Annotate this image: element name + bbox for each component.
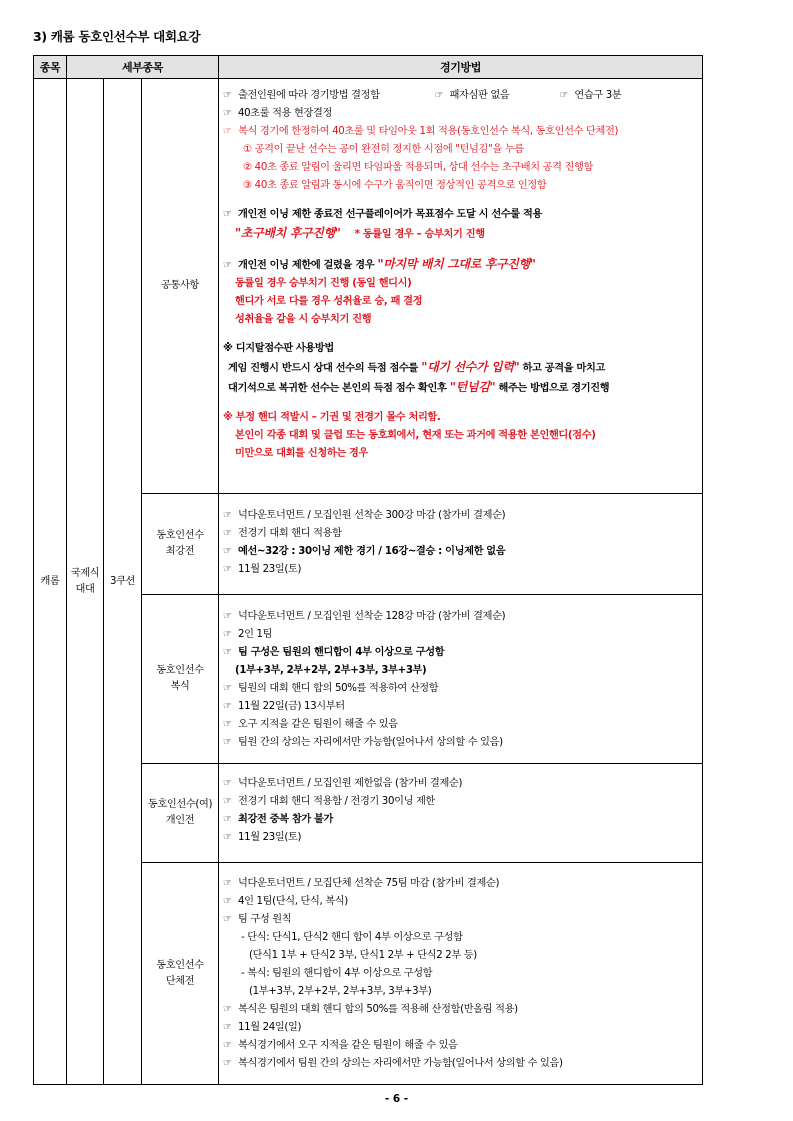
group-name-championship: 동호인선수 최강전 [142,494,219,595]
header-event: 종목 [34,56,67,79]
list-item: - 단식: 단식1, 단식2 핸디 합이 4부 이상으로 구성함 [241,932,463,943]
pointer-icon: ☞ [223,510,232,521]
pointer-icon: ☞ [223,878,232,889]
list-item: ☞ 팀원의 대회 핸디 합의 50%를 적용하여 산정함 [223,680,702,698]
pointer-icon: ☞ [223,737,232,748]
pointer-icon: ☞ [223,814,232,825]
pointer-icon: ☞ [223,126,232,137]
pointer-icon: ☞ [223,832,232,843]
table-row [34,79,703,494]
list-item: ☞ 넉다운토너먼트 / 모집단체 선착순 75팀 마감 (참가비 결제순) [223,875,702,893]
sub1-cell: 국제식 대대 [67,79,104,1085]
list-item: 동률일 경우 승부치기 진행 (동일 핸디시) [235,278,412,289]
list-item: ☞ 넉다운토너먼트 / 모집인원 선착순 128강 마감 (참가비 결제순) [223,608,702,626]
page-number: - 6 - [384,1093,409,1105]
pointer-icon: ☞ [223,1022,232,1033]
group-lines-common [219,79,703,494]
list-item: ☞ 넉다운토너먼트 / 모집인원 선착순 300강 마감 (참가비 결제순) [223,507,702,525]
list-item: ☞ 개인전 이닝 제한에 걸렸을 경우 "마지막 배치 그대로 후구진행" [223,255,702,275]
list-item: ☞ 팀원 간의 상의는 자리에서만 가능함(일어나서 상의할 수 있음) [223,734,702,752]
competition-rules-table [33,55,703,1085]
group-lines-doubles [219,595,703,764]
list-item: ☞ 복식경기에서 팀원 간의 상의는 자리에서만 가능함(일어나서 상의할 수 있음) [223,1055,702,1073]
list-item: ☞ 팀 구성 원칙 [223,911,702,929]
pointer-icon: ☞ [223,108,232,119]
pointer-icon: ☞ [434,90,444,101]
pointer-icon: ☞ [223,719,232,730]
list-item: ☞ 개인전 이닝 제한 종료전 선구플레이어가 목표점수 도달 시 선수룰 적용 [223,206,702,224]
list-item: ☞ 최강전 중복 참가 불가 [223,811,702,829]
group-lines-women-individual [219,764,703,863]
list-item: ① 공격이 끝난 선수는 공이 완전히 정지한 시점에 "턴넘김"을 누름 [243,144,524,155]
header-method: 경기방법 [219,56,703,79]
list-item: ☞ 예선~32강 : 30이닝 제한 경기 / 16강~결승 : 이닝제한 없음 [223,543,702,561]
list-item: - 복식: 팀원의 핸디합이 4부 이상으로 구성함 [241,968,433,979]
pointer-icon: ☞ [223,1040,232,1051]
group-name-doubles: 동호인선수 복식 [142,595,219,764]
list-item: ☞ 전경기 대회 핸디 적용함 / 전경기 30이닝 제한 [223,793,702,811]
pointer-icon: ☞ [223,701,232,712]
list-item: ☞ 복식경기에서 오구 지적을 같은 팀원이 해줄 수 있음 [223,1037,702,1055]
list-item: ② 40초 종료 알림이 울리면 타임파울 적용되며, 상대 선수는 초구배치 공격 진행함 [243,162,593,173]
list-item: (1부+3부, 2부+2부, 2부+3부, 3부+3부) [249,986,432,997]
pointer-icon: ☞ [223,564,232,575]
list-item: "초구배치 후구진행" * 동률일 경우 – 승부치기 진행 [235,226,485,240]
pointer-icon: ☞ [223,1004,232,1015]
list-item: (단식1 1부 + 단식2 3부, 단식1 2부 + 단식2 2부 등) [249,950,477,961]
header-sub-event: 세부종목 [67,56,219,79]
pointer-icon: ☞ [223,629,232,640]
list-item: 게임 진행시 반드시 상대 선수의 득점 점수를 "대기 선수가 입력" 하고 공격을 마치고 [228,360,605,374]
group-lines-championship [219,494,703,595]
list-item: (1부+3부, 2부+2부, 2부+3부, 3부+3부) [235,665,427,676]
pointer-icon: ☞ [223,683,232,694]
list-item: ☞ 11월 23일(토) [223,561,702,579]
list-item: ☞ 복식은 팀원의 대회 핸디 합의 50%를 적용해 산정함(반올림 적용) [223,1001,702,1019]
pointer-icon: ☞ [223,647,232,658]
pointer-icon: ☞ [223,260,232,271]
pointer-icon: ☞ [223,90,232,101]
pointer-icon: ☞ [223,914,232,925]
event-cell: 캐롬 [34,79,67,1085]
section-title: 3) 캐롬 동호인선수부 대회요강 [33,29,201,44]
pointer-icon: ☞ [223,896,232,907]
sub2-cell: 3쿠션 [104,79,142,1085]
list-item: ☞ 11월 22일(금) 13시부터 [223,698,702,716]
list-item: ☞ 11월 24일(일) [223,1019,702,1037]
pointer-icon: ☞ [223,1058,232,1069]
list-item: 미만으로 대회를 신청하는 경우 [235,448,368,459]
pointer-icon: ☞ [223,546,232,557]
list-item: ※ 디지탈점수판 사용방법 [223,343,334,354]
list-item: ☞ 2인 1팀 [223,626,702,644]
list-item: ☞ 전경기 대회 핸디 적용함 [223,525,702,543]
list-item: 핸디가 서로 다를 경우 성취율로 승, 패 결정 [235,296,423,307]
group-name-women-individual: 동호인선수(여) 개인전 [142,764,219,863]
list-item: ☞ 40초룰 적용 현장결정 [223,105,702,123]
pointer-icon: ☞ [223,528,232,539]
pointer-icon: ☞ [223,611,232,622]
list-item: ☞ 11월 23일(토) [223,829,702,847]
list-item: ☞ 넉다운토너먼트 / 모집인원 제한없음 (참가비 결제순) [223,775,702,793]
pointer-icon: ☞ [223,778,232,789]
list-item: ☞ 복식 경기에 한정하여 40초룰 및 타임아웃 1회 적용(동호인선수 복식, 동호인선수 단체전) [223,123,702,141]
list-item: 성취율을 같을 시 승부치기 진행 [235,314,372,325]
table-header-row [34,56,703,79]
list-item: ☞ 팀 구성은 팀원의 핸디합이 4부 이상으로 구성함 [223,644,702,662]
list-item: ☞ 오구 지적을 같은 팀원이 해줄 수 있음 [223,716,702,734]
list-item: ※ 부정 핸디 적발시 – 기권 및 전경기 몰수 처리함. [223,412,441,423]
list-item: ☞ 출전인원에 따라 경기방법 결정함 ☞ 패자심판 없음 ☞ 연습구 3분 [223,87,702,105]
list-item: 대기석으로 복귀한 선수는 본인의 득점 점수 확인후 "턴넘김" 해주는 방법으로 경기진행 [228,380,610,394]
pointer-icon: ☞ [223,209,232,220]
group-lines-team [219,863,703,1085]
list-item: ③ 40초 종료 알림과 동시에 수구가 움직이면 정상적인 공격으로 인정함 [243,180,547,191]
group-name-common: 공통사항 [142,79,219,494]
pointer-icon: ☞ [559,90,569,101]
list-item: 본인이 각종 대회 및 클럽 또는 동호회에서, 현재 또는 과거에 적용한 본인핸디(점수) [235,430,596,441]
group-name-team: 동호인선수 단체전 [142,863,219,1085]
pointer-icon: ☞ [223,796,232,807]
list-item: ☞ 4인 1팀(단식, 단식, 복식) [223,893,702,911]
